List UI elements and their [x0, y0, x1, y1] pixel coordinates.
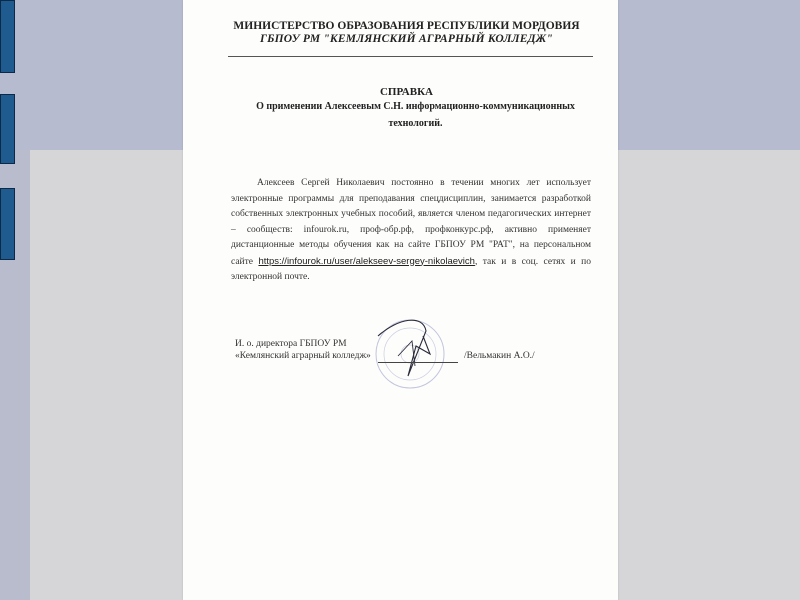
document-subtitle: О применении Алексеевым С.Н. информационно-коммуникационных технологий.	[256, 101, 575, 129]
body-text-part1: Алексеев Сергей Николаевич постоянно в течении многих лет использует электронные программы для преподавания спецдисциплин, занимается разработкой собственных электронных учебных пособий, является членом педагогических интернет – сообществ: infourok.ru, проф-обр.рф, профконкурс.рф, активно применяет дистанционные методы обучения как на сайте ГБПОУ РМ "РАТ", на персональном сайте	[231, 178, 591, 267]
signatory-position: И. о. директора ГБПОУ РМ	[235, 339, 347, 349]
signatory-name: /Вельмакин А.О./	[464, 351, 535, 361]
document-body	[231, 176, 591, 286]
stamp-signature-icon	[368, 306, 458, 406]
accent-bar	[0, 188, 15, 260]
body-text-part2: , так и в соц. сетях и по электронной почте.	[231, 256, 591, 282]
ministry-header: МИНИСТЕРСТВО ОБРАЗОВАНИЯ РЕСПУБЛИКИ МОРДОВИЯ	[233, 20, 580, 32]
personal-site-link[interactable]: https://infourok.ru/user/alekseev-sergey-nikolaevich	[258, 255, 475, 267]
accent-bar	[0, 0, 15, 73]
signature-line	[378, 362, 458, 363]
document-title: СПРАВКА	[379, 86, 433, 98]
accent-bar	[0, 94, 15, 164]
document-page	[183, 0, 618, 600]
institution-header: ГБПОУ РМ "КЕМЛЯНСКИЙ АГРАРНЫЙ КОЛЛЕДЖ"	[260, 33, 553, 45]
header-divider	[228, 56, 593, 57]
signatory-institution: «Кемлянский аграрный колледж»	[235, 351, 371, 361]
